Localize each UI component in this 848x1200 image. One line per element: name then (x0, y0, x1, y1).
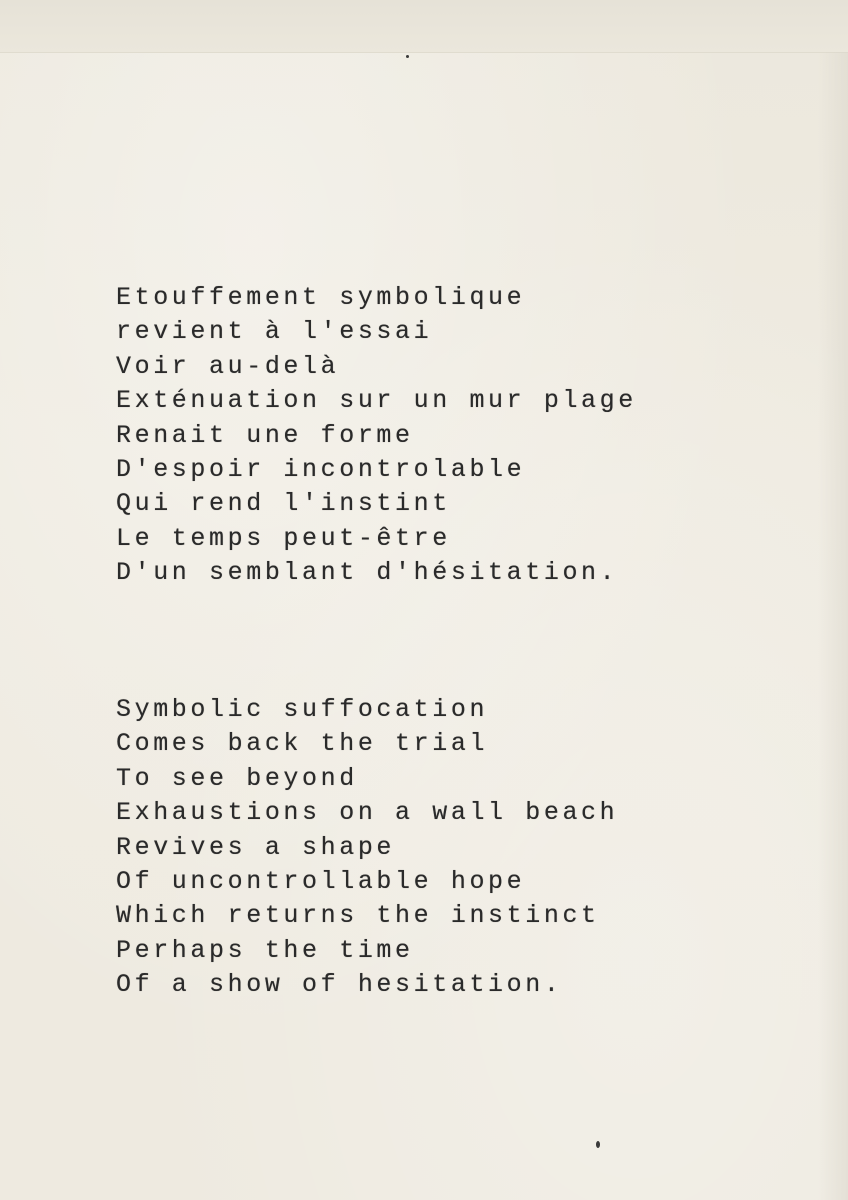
ink-speck (406, 55, 409, 58)
poem-line: Voir au-delà (116, 351, 340, 381)
poem-line: revient à l'essai (116, 317, 433, 347)
poem-line: D'espoir incontrolable (116, 455, 526, 485)
poem-line: Comes back the trial (116, 729, 489, 759)
poem-line: Exhaustions on a wall beach (116, 798, 619, 828)
poem-line: Renait une forme (116, 420, 414, 450)
poem-line: Of a show of hesitation. (116, 970, 563, 1000)
poem-line: Symbolic suffocation (116, 695, 489, 724)
poem-line: Of uncontrollable hope (116, 867, 526, 897)
poem-line: Which returns the instinct (116, 901, 600, 931)
ink-speck (596, 1141, 600, 1148)
paper-right-edge (818, 52, 848, 1200)
poem-english (116, 693, 618, 1003)
poem-line: Qui rend l'instint (116, 489, 451, 519)
poem-line: Le temps peut-être (116, 523, 451, 553)
poem-line: Perhaps the time (116, 935, 414, 965)
poem-french (116, 281, 637, 591)
poem-line: Etouffement symbolique (116, 283, 526, 312)
poem-line: D'un semblant d'hésitation. (116, 558, 619, 588)
poem-line: Exténuation sur un mur plage (116, 386, 637, 416)
paper-top-edge (0, 0, 848, 53)
poem-line: To see beyond (116, 763, 358, 793)
poem-line: Revives a shape (116, 832, 396, 862)
